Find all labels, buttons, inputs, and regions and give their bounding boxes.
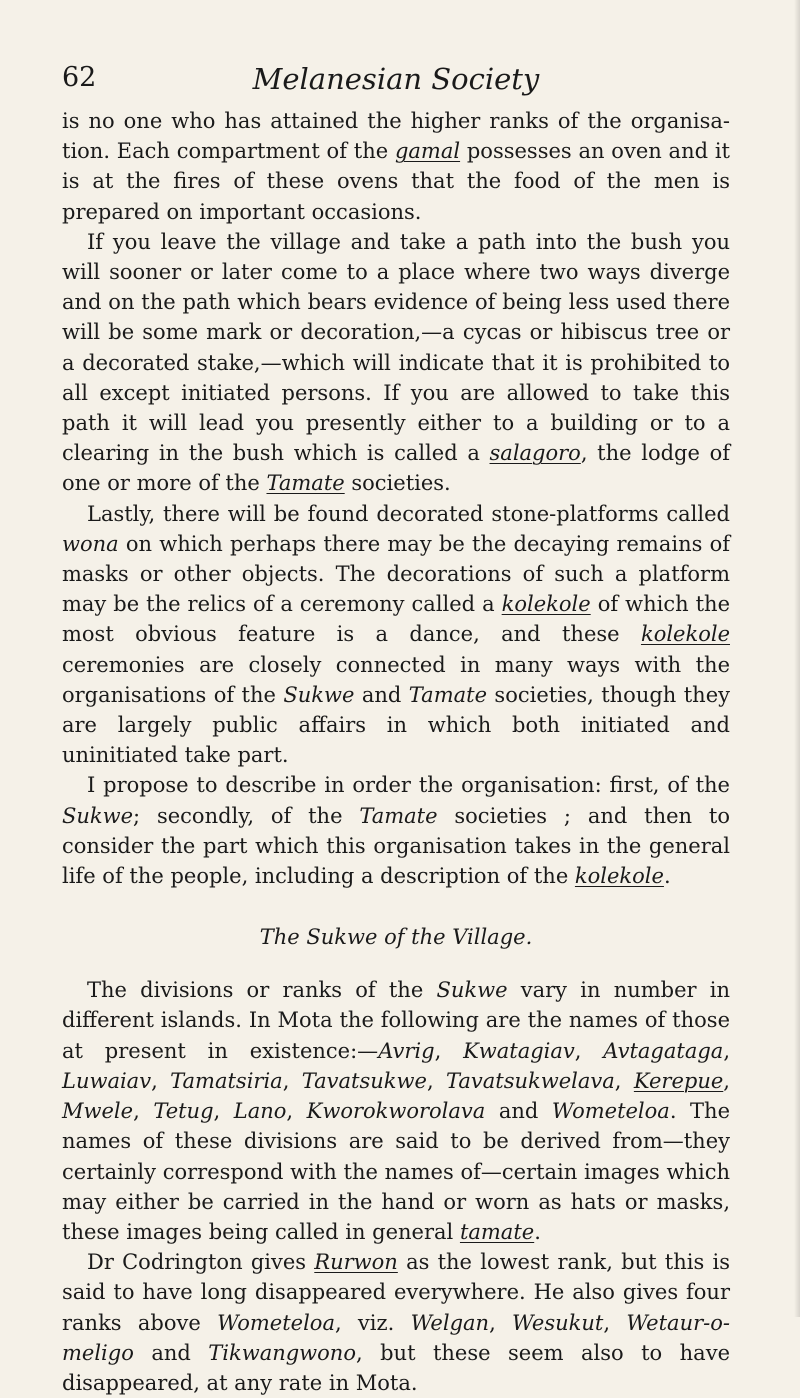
page-number: 62 bbox=[62, 62, 97, 93]
rank-name: Welgan bbox=[410, 1310, 490, 1335]
separator: , bbox=[614, 1068, 634, 1093]
text-run: , viz. bbox=[334, 1310, 411, 1335]
text-run: ceremonies are closely connected in many ways with the organisations of the bbox=[62, 652, 730, 707]
rank-name: Wometeloa bbox=[217, 1310, 335, 1335]
text-run: as the lowest rank, but this is said to have long disappeared everywhere. He also gives four ranks above bbox=[62, 1250, 730, 1335]
text-run: I propose to describe in order the organisation: first, of the bbox=[87, 773, 730, 798]
book-page bbox=[62, 62, 730, 1398]
rank-name: Luwaiav bbox=[62, 1068, 152, 1093]
separator: , bbox=[282, 1068, 302, 1093]
text-run: is no one who has attained the higher ranks of the organisa-tion. Each compartment of the bbox=[62, 109, 730, 164]
term-sukwe: Sukwe bbox=[62, 803, 134, 828]
term-sukwe: Sukwe bbox=[283, 682, 355, 707]
separator: , bbox=[489, 1310, 513, 1335]
rank-name: Mwele bbox=[62, 1099, 134, 1124]
text-run: , the lodge of one or more of the bbox=[62, 441, 730, 496]
term-sukwe: Sukwe bbox=[436, 978, 508, 1003]
rank-name: Kwatagiav bbox=[463, 1038, 575, 1063]
text-run: . bbox=[663, 864, 671, 889]
separator: , bbox=[603, 1310, 627, 1335]
paragraph-1 bbox=[62, 106, 730, 227]
text-run: of which the most obvious feature is a dance, and these bbox=[62, 592, 730, 647]
text-run: and bbox=[354, 682, 409, 707]
rank-name: Tikwangwono bbox=[208, 1340, 356, 1365]
separator: , bbox=[151, 1068, 171, 1093]
paragraph-3 bbox=[62, 499, 730, 771]
page-edge-shadow bbox=[794, 0, 800, 1317]
term-tamate: Tamate bbox=[408, 682, 487, 707]
term-kolekole: kolekole bbox=[574, 864, 664, 889]
term-salagoro: salagoro bbox=[489, 441, 581, 466]
text-run: . The names of these divisions are said to be derived from—they certainly correspond with the names of—certain images which may either be carried in the hand or worn as hats or masks, these images being called in general bbox=[62, 1099, 731, 1244]
text-run: Dr Codrington gives bbox=[87, 1250, 315, 1275]
rank-name: Wesukut bbox=[512, 1310, 604, 1335]
text-run: societies. bbox=[344, 471, 451, 496]
text-run: possesses an oven and it is at the fires of these ovens that the food of the men is prepared on important occasions. bbox=[62, 139, 730, 224]
term-wona: wona bbox=[62, 531, 119, 556]
running-head bbox=[62, 62, 730, 106]
separator: , bbox=[723, 1068, 730, 1093]
term-gamal: gamal bbox=[394, 139, 461, 164]
rank-name: Kerepue bbox=[633, 1068, 724, 1093]
paragraph-5 bbox=[62, 975, 730, 1247]
rank-name: Tavatsukwe bbox=[301, 1068, 427, 1093]
text-run: The divisions or ranks of the bbox=[87, 978, 437, 1003]
section-heading: The Sukwe of the Village. bbox=[259, 925, 533, 950]
text-run: on which perhaps there may be the decaying remains of masks or other objects. The decorations of such a platform may be the relics of a ceremony called a bbox=[62, 531, 730, 617]
text-run: and bbox=[133, 1340, 209, 1365]
paragraph-2 bbox=[62, 227, 730, 499]
rank-name: Tamatsiria bbox=[170, 1068, 283, 1093]
rank-name: Rurwon bbox=[314, 1250, 398, 1275]
text-run: ; secondly, of the bbox=[133, 803, 360, 828]
rank-name: Avrig bbox=[378, 1038, 435, 1063]
text-run: societies, though they are largely public affairs in which both initiated and uninitiated take part. bbox=[62, 682, 731, 768]
rank-name: Kworokworolava bbox=[306, 1099, 486, 1124]
separator: , bbox=[574, 1038, 604, 1063]
term-tamate: Tamate bbox=[266, 471, 345, 496]
rank-name: Lano bbox=[233, 1099, 287, 1124]
text-run: . bbox=[534, 1219, 541, 1244]
separator: and bbox=[485, 1099, 552, 1124]
separator: , bbox=[286, 1099, 307, 1124]
separator: , bbox=[723, 1038, 731, 1063]
text-run: vary in number in different islands. In Mota the following are the names of those at present in existence:— bbox=[62, 978, 731, 1063]
rank-name: Wometeloa bbox=[551, 1099, 670, 1124]
term-kolekole: kolekole bbox=[501, 592, 591, 617]
paragraph-6 bbox=[62, 1247, 730, 1398]
rank-name: Wetaur-o-meligo bbox=[62, 1310, 730, 1365]
text-run: If you leave the village and take a path into the bush you will sooner or later come to a place where two ways diverge and on the path which bears evidence of being less used there will be some mark or decoration,—a cycas or hibiscus tree or a decorated stake,—which will indicate that it is prohibited to all except initiated persons. If you are allowed to take this path it will lead you presently either to a building or to a clearing in the bush which is called a bbox=[62, 229, 730, 466]
separator: , bbox=[133, 1099, 154, 1124]
rank-name: Avtagataga bbox=[603, 1038, 724, 1063]
separator: , bbox=[426, 1068, 447, 1093]
text-run: societies ; and then to consider the part which this organisation takes in the general life of the people, including a description of the bbox=[62, 803, 730, 889]
separator: , bbox=[213, 1099, 234, 1124]
term-kolekole: kolekole bbox=[640, 622, 730, 647]
text-run: , but these seem also to have disappeared, at any rate in Mota. bbox=[62, 1340, 730, 1395]
running-title: Melanesian Society bbox=[252, 62, 540, 96]
rank-name: Tetug bbox=[153, 1099, 214, 1124]
paragraph-4 bbox=[62, 770, 730, 891]
term-tamate: Tamate bbox=[359, 803, 438, 828]
separator: , bbox=[434, 1038, 464, 1063]
rank-name: Tavatsukwelava bbox=[446, 1068, 615, 1093]
term-tamate: tamate bbox=[459, 1219, 535, 1244]
text-run: Lastly, there will be found decorated stone-platforms called bbox=[87, 501, 730, 526]
